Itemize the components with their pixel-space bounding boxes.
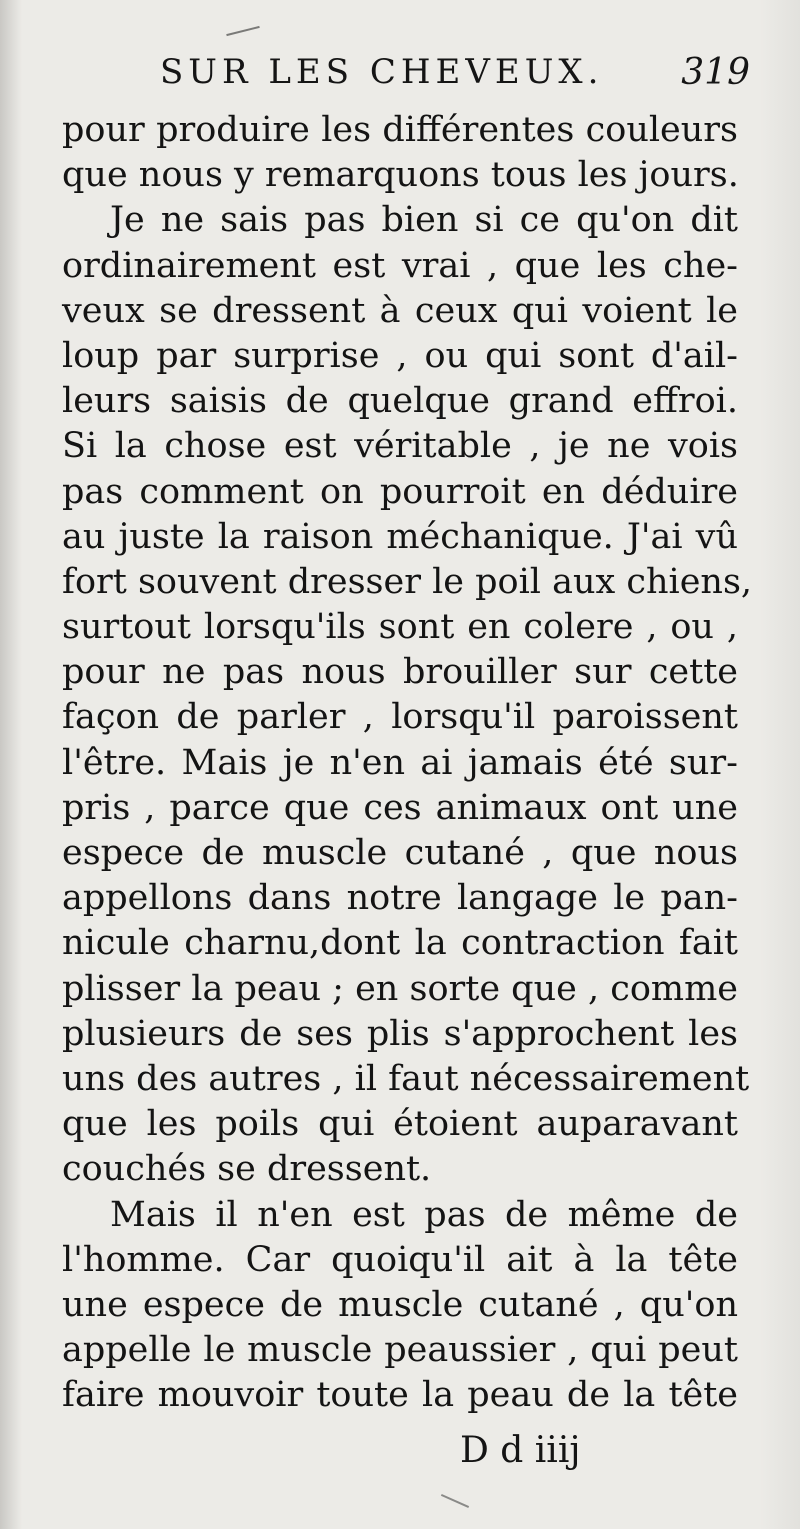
text-line: l'être. Mais je n'en ai jamais été sur-: [62, 742, 738, 783]
text-line: façon de parler , lorsqu'il paroissent: [62, 697, 738, 738]
text-line: que nous y remarquons tous les jours.: [62, 155, 739, 196]
text-line: veux se dressent à ceux qui voient le: [62, 290, 738, 331]
text-line: espece de muscle cutané , que nous: [62, 833, 738, 873]
text-line: que les poils qui étoient auparavant: [62, 1104, 738, 1145]
text-line: pour produire les différentes couleurs: [62, 110, 738, 150]
text-line: pas comment on pourroit en déduire: [62, 471, 738, 512]
text-line: nicule charnu,dont la contraction fait: [62, 923, 738, 964]
page-number: 319: [681, 52, 750, 93]
text-line: une espece de muscle cutané , qu'on: [62, 1284, 738, 1325]
text-line: ordinairement est vrai , que les che-: [62, 245, 738, 286]
text-line: appelle le muscle peaussier , qui peut: [62, 1330, 738, 1371]
text-line: appellons dans notre langage le pan-: [62, 878, 738, 919]
body-text: [62, 108, 753, 1418]
ink-mark: [441, 1494, 469, 1508]
text-line: Je ne sais pas bien si ce qu'on dit: [110, 200, 738, 241]
page-gutter-shadow: [0, 0, 22, 1529]
text-line: loup par surprise , ou qui sont d'ail-: [62, 335, 738, 376]
text-line: pour ne pas nous brouiller sur cette: [62, 652, 738, 693]
page-header: [60, 52, 750, 102]
text-line: faire mouvoir toute la peau de la tête: [62, 1375, 738, 1416]
text-line: Si la chose est véritable , je ne vois: [62, 426, 738, 467]
text-line: fort souvent dresser le poil aux chiens,: [62, 561, 753, 602]
text-line: au juste la raison méchanique. J'ai vû: [62, 516, 738, 557]
text-line: l'homme. Car quoiqu'il ait à la tête: [62, 1239, 738, 1280]
text-line: surtout lorsqu'ils sont en colere , ou ,: [62, 607, 738, 648]
running-title: SUR LES CHEVEUX.: [160, 52, 604, 92]
text-line: uns des autres , il faut nécessairement: [62, 1058, 750, 1099]
text-line: pris , parce que ces animaux ont une: [62, 787, 738, 828]
text-line: couchés se dressent.: [62, 1149, 432, 1190]
page-edge-shadow: [760, 0, 800, 1529]
printer-signature: D d iiij: [460, 1430, 581, 1471]
text-line: leurs saisis de quelque grand effroi.: [62, 381, 738, 422]
text-line: plisser la peau ; en sorte que , comme: [62, 968, 738, 1009]
text-line: plusieurs de ses plis s'approchent les: [62, 1013, 738, 1054]
text-line: Mais il n'en est pas de même de: [110, 1194, 738, 1235]
ink-mark: [226, 26, 259, 36]
